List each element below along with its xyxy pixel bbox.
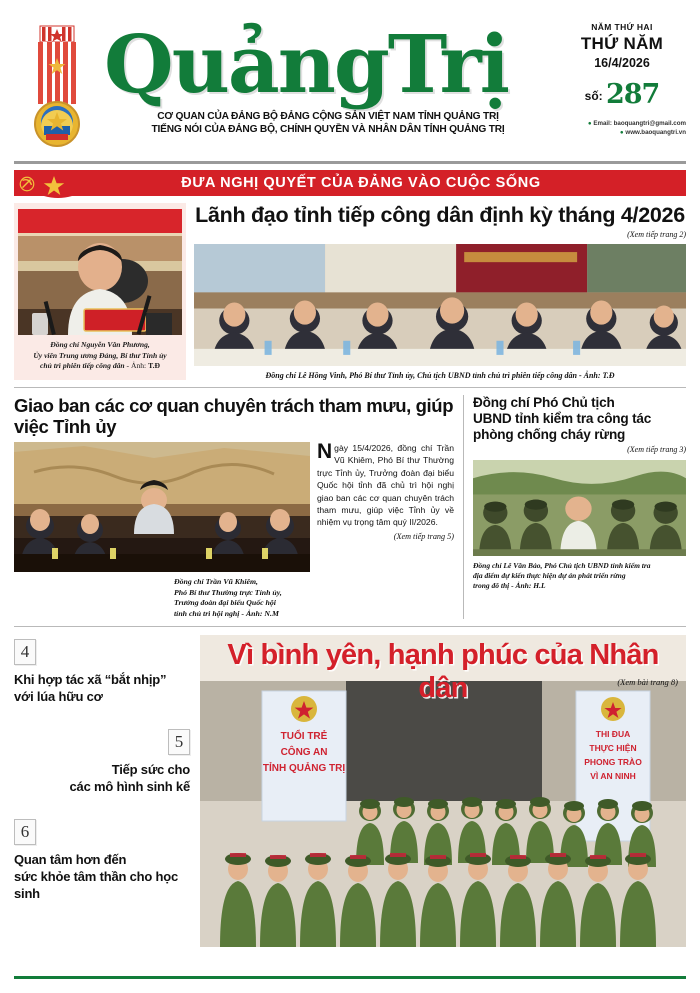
lead-left-column <box>14 203 186 380</box>
photo-credit-label: - Ảnh: <box>241 608 263 618</box>
section-divider <box>14 387 686 388</box>
svg-text:TỈNH QUẢNG TRỊ: TỈNH QUẢNG TRỊ <box>262 763 346 775</box>
story-two-caption <box>174 577 342 619</box>
headline-line: UBND tỉnh kiểm tra công tác <box>473 411 652 426</box>
masthead-contact <box>558 119 686 137</box>
secondary-stories-section <box>14 395 686 619</box>
svg-text:THI ĐUA: THI ĐUA <box>595 729 631 740</box>
campaign-banner-text: ĐƯA NGHỊ QUYẾT CỦA ĐẢNG VÀO CUỘC SỐNG <box>181 175 541 191</box>
teaser-item-5[interactable] <box>14 729 190 795</box>
caption-line: tỉnh chủ trì hội nghị <box>174 608 240 618</box>
lead-left-caption <box>18 340 182 372</box>
teaser-feature-section <box>14 635 686 947</box>
story-two-see-more[interactable]: (Xem tiếp trang 5) <box>393 531 454 541</box>
newspaper-title: QuảngTrị <box>104 17 509 111</box>
caption-line: trong đô thị <box>473 581 510 591</box>
caption-line: Đồng chí Lê Văn Bảo, Phó Chủ tịch UBND tỉnh kiểm tra <box>473 561 651 570</box>
teaser-line: các mô hình sinh kế <box>69 779 190 795</box>
photo-credit-label: - Ảnh: <box>578 371 601 380</box>
photo-tran-vu-khiem-conference <box>14 442 310 572</box>
story-two-headline[interactable]: Giao ban các cơ quan chuyên trách tham mưu, giúp việc Tỉnh ủy <box>14 395 454 437</box>
teaser-line: Quan tâm hơn đến <box>14 852 127 868</box>
caption-text: Đồng chí Lê Hồng Vinh, Phó Bí thư Tỉnh ủy, Chủ tịch UBND tỉnh chủ trì phiên tiếp công dân <box>265 371 577 380</box>
teaser-title <box>14 851 190 902</box>
story-three <box>463 395 686 619</box>
bullet-icon: ● <box>619 129 624 136</box>
photo-credit: H.L <box>533 581 546 591</box>
teaser-line: Khi hợp tác xã “bắt nhịp” <box>14 672 167 688</box>
newspaper-logo[interactable] <box>104 18 558 114</box>
caption-line: Đồng chí Trần Vũ Khiêm, <box>174 577 258 586</box>
feature-story <box>200 635 686 947</box>
story-two-lede <box>317 442 454 572</box>
headline-line: phòng chống cháy rừng <box>473 427 626 442</box>
lead-right-column <box>194 203 686 380</box>
issue-number-block <box>558 79 686 110</box>
publication-year-label: NĂM THỨ HAI <box>591 22 653 32</box>
photo-le-van-bao-forest <box>473 460 686 556</box>
party-flag-icon <box>14 170 76 196</box>
story-two-body <box>14 442 454 572</box>
feature-see-more[interactable]: (Xem bài trang 8) <box>617 677 678 688</box>
story-three-caption <box>473 561 686 592</box>
svg-text:THỰC HIỆN: THỰC HIỆN <box>589 743 637 754</box>
story-three-see-more[interactable]: (Xem tiếp trang 3) <box>627 445 686 454</box>
photo-credit: N.M <box>264 608 279 618</box>
caption-line: Đồng chí Nguyễn Văn Phương, <box>50 340 150 349</box>
lede-text: gày 15/4/2026, đồng chí Trần Vũ Khiêm, Phó Bí thư Thường trực Tỉnh ủy, Trưởng đoàn đại biểu Quốc hội tỉnh đã chủ trì hội nghị giao ban các cơ quan chuyên trách tham mưu, giúp việc Tỉnh ủy về nhiệm vụ trọng tâm quý II/2026. <box>317 443 454 528</box>
lead-story-section <box>14 203 686 380</box>
lead-see-more[interactable]: (Xem tiếp trang 2) <box>627 230 686 239</box>
slogan-line-2: TIẾNG NÓI CỦA ĐẢNG BỘ, CHÍNH QUYỀN VÀ NHÂN DÂN TỈNH QUẢNG TRỊ <box>151 124 505 135</box>
photo-credit-label: - Ảnh: <box>126 361 147 370</box>
issue-number: 287 <box>605 79 660 110</box>
caption-line: Trưởng đoàn đại biểu Quốc hội <box>174 598 276 608</box>
footer-rule <box>14 976 686 979</box>
teaser-list <box>14 635 190 947</box>
story-three-headline[interactable] <box>473 395 686 443</box>
masthead <box>14 0 686 158</box>
teaser-page-number: 6 <box>14 819 36 845</box>
drop-cap: N <box>317 440 333 463</box>
teaser-page-number: 5 <box>168 729 190 755</box>
svg-text:PHONG TRÀO: PHONG TRÀO <box>584 757 642 768</box>
headline-line: Đồng chí Phó Chủ tịch <box>473 395 615 410</box>
teaser-title <box>14 761 190 795</box>
teaser-page-number: 4 <box>14 639 36 665</box>
lead-headline[interactable]: Lãnh đạo tỉnh tiếp công dân định kỳ tháng 4/2026 <box>195 203 685 227</box>
photo-le-hong-vinh-meeting <box>194 244 686 366</box>
caption-line: địa điểm dự kiến thực hiện dự án phát triển rừng <box>473 571 626 581</box>
feature-headline[interactable]: Vì bình yên, hạnh phúc của Nhân dân <box>227 639 659 705</box>
masthead-center <box>100 18 558 136</box>
issue-label: số: <box>584 89 603 103</box>
teaser-line: sức khỏe tâm thần cho học sinh <box>14 869 179 902</box>
section-divider-2 <box>14 626 686 627</box>
photo-credit: T.Đ <box>602 371 615 380</box>
lead-right-caption <box>194 371 686 380</box>
photo-police-youth-ceremony <box>200 635 686 947</box>
medal-icon <box>14 18 100 162</box>
masthead-info <box>558 18 686 137</box>
photo-credit: T.Đ <box>148 361 160 370</box>
contact-website[interactable]: www.baoquangtri.vn <box>625 129 686 136</box>
photo-credit-label: - Ảnh: <box>511 581 532 591</box>
caption-line: Phó Bí thư Thường trực Tỉnh ủy, <box>174 587 282 597</box>
publication-date: 16/4/2026 <box>594 56 650 70</box>
svg-text:CÔNG AN: CÔNG AN <box>280 747 328 759</box>
svg-text:TUỔI TRẺ: TUỔI TRẺ <box>280 731 328 743</box>
teaser-line: với lúa hữu cơ <box>14 689 103 705</box>
weekday-label: THỨ NĂM <box>580 34 664 53</box>
teaser-item-4[interactable] <box>14 639 190 705</box>
caption-line: chủ trì phiên tiếp công dân <box>40 361 125 370</box>
caption-line: Ủy viên Trung ương Đảng, Bí thư Tỉnh ủy <box>33 350 167 360</box>
story-two <box>14 395 454 619</box>
teaser-item-6[interactable] <box>14 819 190 902</box>
teaser-line: Tiếp sức cho <box>111 762 190 778</box>
bullet-icon: ● <box>587 120 592 127</box>
masthead-divider <box>14 161 686 164</box>
campaign-banner <box>14 170 686 196</box>
teaser-title <box>14 671 190 705</box>
photo-nguyen-van-phuong <box>18 209 182 335</box>
svg-text:VÌ AN NINH: VÌ AN NINH <box>590 771 636 782</box>
slogan-line-1: CƠ QUAN CỦA ĐẢNG BỘ ĐẢNG CỘNG SẢN VIỆT NAM TỈNH QUẢNG TRỊ <box>157 111 499 122</box>
contact-email[interactable]: Email: baoquangtri@gmail.com <box>593 120 686 127</box>
